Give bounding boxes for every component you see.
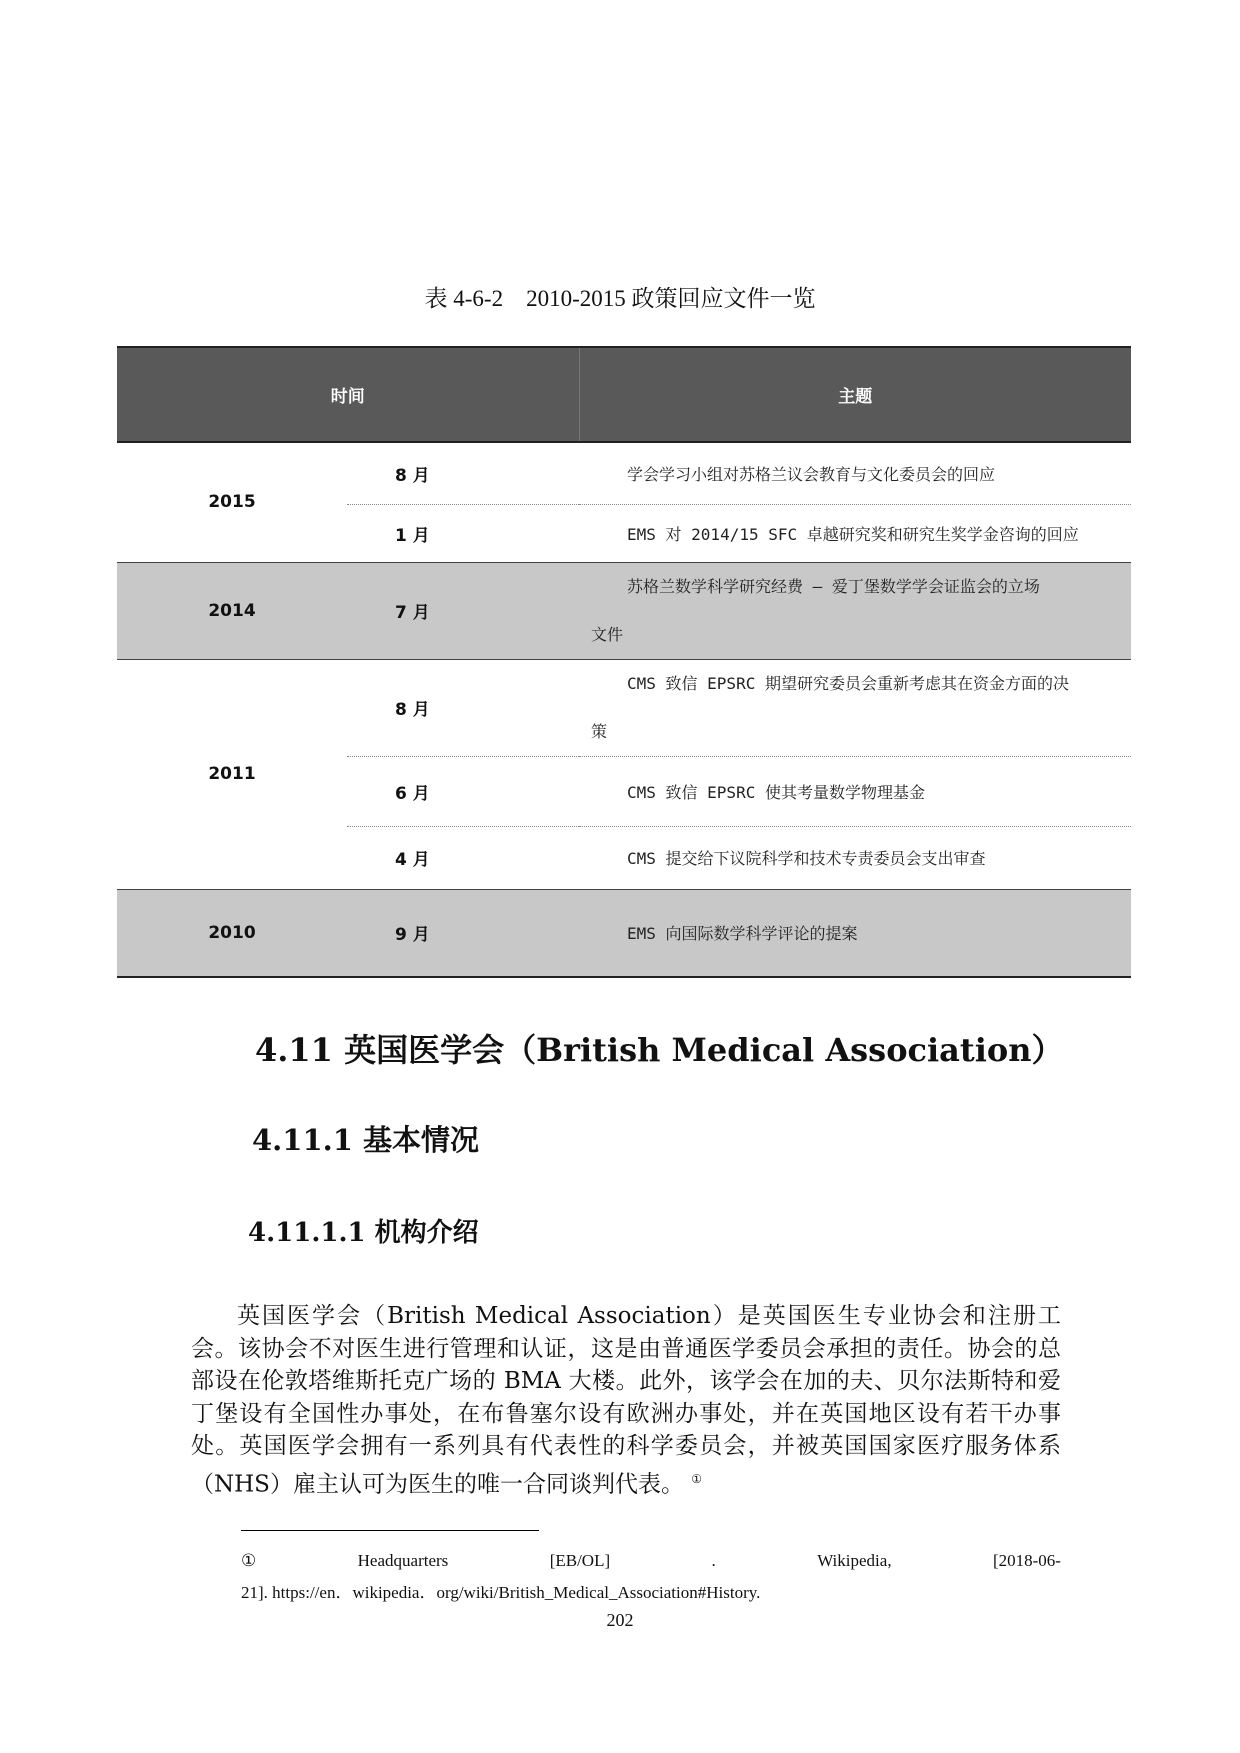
footnote-part: [EB/OL]	[549, 1551, 611, 1570]
footnote-reference[interactable]: ①	[691, 1471, 703, 1486]
table-caption: 表 4-6-2 2010-2015 政策回应文件一览	[424, 286, 816, 311]
month-cell: 4 月	[347, 826, 579, 889]
year-cell: 2010	[117, 889, 347, 977]
table-row	[117, 442, 1131, 504]
footnote-part: [2018-06-	[992, 1551, 1061, 1570]
table-header-row	[117, 347, 1131, 442]
footnote-part: Headquarters	[357, 1551, 449, 1570]
topic-text: EMS 向国际数学科学评论的提案	[627, 924, 858, 944]
footnote-line-1	[241, 1545, 1061, 1577]
header-time: 时间	[117, 347, 579, 442]
body-paragraph	[191, 1300, 1061, 1501]
topic-text: EMS 对 2014/15 SFC 卓越研究奖和研究生奖学金咨询的回应	[627, 524, 1079, 544]
topic-cell	[579, 756, 1131, 826]
topic-cell	[579, 442, 1131, 504]
topic-cell	[579, 504, 1131, 562]
topic-cell	[579, 889, 1131, 977]
table-row	[117, 889, 1131, 977]
month-cell: 1 月	[347, 504, 579, 562]
table-row	[117, 659, 1131, 756]
paragraph-text: 英国医学会（British Medical Association）是英国医生专业协会和注册工会。该协会不对医生进行管理和认证，这是由普通医学委员会承担的责任。协会的总部设在伦敦塔维斯托克广场的 BMA 大楼。此外，该学会在加的夫、贝尔法斯特和爱丁堡设有全国性办事处，在布鲁塞尔设有欧洲办事处，并在英国地区设有若干办事处。英国医学会拥有一系列具有代表性的科学委员会，并被英国国家医疗服务体系（NHS）雇主认可为医生的唯一合同谈判代表。	[191, 1303, 1061, 1498]
footnote	[241, 1545, 1061, 1609]
footnote-divider	[241, 1530, 539, 1531]
year-cell: 2014	[117, 562, 347, 659]
topic-text: CMS 提交给下议院科学和技术专责委员会支出审查	[627, 849, 986, 868]
topic-text-continued: 文件	[591, 624, 624, 644]
topic-cell	[579, 659, 1131, 756]
topic-text: CMS 致信 EPSRC 使其考量数学物理基金	[627, 782, 925, 802]
footnote-line-2[interactable]: 21]. https://en．wikipedia．org/wiki/British_Medical_Association#History.	[241, 1583, 761, 1602]
page-number: 202	[606, 1610, 634, 1630]
policy-response-table	[117, 346, 1131, 978]
month-cell: 9 月	[347, 889, 579, 977]
topic-text-continued: 策	[591, 721, 608, 741]
month-cell: 8 月	[347, 659, 579, 756]
subsection-heading: 4.11.1 基本情况	[252, 1123, 480, 1157]
subsubsection-heading: 4.11.1.1 机构介绍	[248, 1218, 479, 1248]
topic-text: 苏格兰数学科学研究经费 – 爱丁堡数学学会证监会的立场	[627, 576, 1040, 596]
header-topic: 主题	[579, 347, 1131, 442]
topic-text: 学会学习小组对苏格兰议会教育与文化委员会的回应	[627, 464, 996, 484]
topic-cell	[579, 826, 1131, 889]
section-heading: 4.11 英国医学会（British Medical Association）	[255, 1031, 1064, 1069]
topic-text: CMS 致信 EPSRC 期望研究委员会重新考虑其在资金方面的决	[627, 673, 1069, 693]
month-cell: 8 月	[347, 442, 579, 504]
year-cell: 2015	[117, 442, 347, 562]
year-cell: 2011	[117, 659, 347, 889]
footnote-part: Wikipedia,	[817, 1551, 892, 1570]
month-cell: 7 月	[347, 562, 579, 659]
footnote-part: .	[711, 1551, 716, 1570]
topic-cell	[579, 562, 1131, 659]
footnote-marker: ①	[241, 1551, 257, 1570]
table-row	[117, 562, 1131, 659]
month-cell: 6 月	[347, 756, 579, 826]
